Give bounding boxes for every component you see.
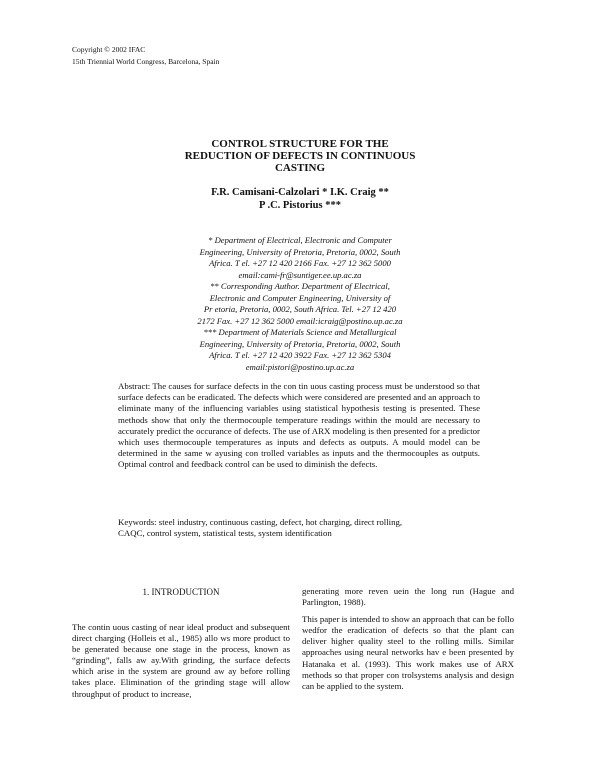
affiliation-line: email:cami-fr@suntiger.ee.up.ac.za xyxy=(238,269,362,280)
affiliation-line: Engineering, University of Pretoria, Pretoria, 0002, South xyxy=(199,246,401,257)
paper-title xyxy=(120,138,480,174)
copyright-line: Copyright © 2002 IFAC xyxy=(72,45,146,54)
paragraph: This paper is intended to show an approach that can be follo wedfor the eradication of defects so that the plant can deliver higher quality steel to the rolling mills. Similar approaches using neural networks hav e been presented by Hatanaka et al. (1993). This work makes use of ARX methods so that proper con trolsystems analysis and design can be applied to the system. xyxy=(302,614,514,691)
paragraph: The contin uous casting of near ideal product and subsequent direct charging (Holleis et al., 1985) allo ws more product to be generated because one stage in the process, known as “grinding”, falls aw ay.With grinding, the surface defects which arise in the system are ground aw ay before rolling takes place. Elimination of the grinding stage will allow throughput of product to increase, xyxy=(72,622,290,699)
title-line: CASTING xyxy=(274,162,326,174)
affiliation-line: Africa. T el. +27 12 420 2166 Fax. +27 12 362 5000 xyxy=(209,258,391,268)
left-column xyxy=(72,622,290,700)
author-line: F.R. Camisani-Calzolari * I.K. Craig ** xyxy=(211,187,389,198)
affiliation-line: Africa. T el. +27 12 420 3922 Fax. +27 12 362 5304 xyxy=(209,350,391,360)
section-heading-introduction: 1. INTRODUCTION xyxy=(142,587,220,597)
affiliation-line: Electronic and Computer Engineering, University of xyxy=(209,292,391,303)
right-column xyxy=(302,586,514,692)
affiliation-line: Engineering, University of Pretoria, Pretoria, 0002, South xyxy=(199,338,401,349)
affiliations xyxy=(150,235,450,373)
keywords xyxy=(118,517,480,539)
conference-line: 15th Triennial World Congress, Barcelona, Spain xyxy=(72,57,220,66)
keywords-line: Keywords: steel industry, continuous casting, defect, hot charging, direct rolling, xyxy=(118,517,403,527)
affiliation-line: ** Corresponding Author. Department of Electrical, xyxy=(210,281,390,291)
author-line: P .C. Pistorius *** xyxy=(259,200,341,211)
affiliation-line: Pr etoria, Pretoria, 0002, South Africa. Tel. +27 12 420 xyxy=(203,304,397,314)
affiliation-line: *** Department of Materials Science and Metallurgical xyxy=(203,327,397,337)
title-line: REDUCTION OF DEFECTS IN CONTINUOUS xyxy=(184,150,416,162)
title-line: CONTROL STRUCTURE FOR THE xyxy=(211,138,389,150)
abstract: Abstract: The causes for surface defects in the con tin uous casting process must be understood so that surface defects can be eradicated. The defects which were considered are presented and an approach to eliminate many of the influencing variables using statistical hypothesis testing is presented. These methods show that only the thermocouple temperature readings within the mould are necessary to accurately predict the occurance of defects. The use of ARX modeling is then presented for a predictor which uses thermocouple temperatures as inputs and defects as outputs. A mould model can be determined in the same w ayusing con trolled variables as inputs and the thermocouples as outputs. Optimal control and feedback control can be used to diminish the defects. xyxy=(118,381,480,470)
affiliation-line: 2172 Fax. +27 12 362 5000 email:icraig@postino.up.ac.za xyxy=(197,315,403,326)
author-list xyxy=(120,186,480,212)
keywords-line: CAQC, control system, statistical tests, system identification xyxy=(118,528,332,539)
paragraph: generating more reven uein the long run (Hague and Parlington, 1988). xyxy=(302,586,514,608)
affiliation-line: email:pistori@postino.up.ac.za xyxy=(245,361,355,372)
affiliation-line: * Department of Electrical, Electronic and Computer xyxy=(208,235,392,245)
